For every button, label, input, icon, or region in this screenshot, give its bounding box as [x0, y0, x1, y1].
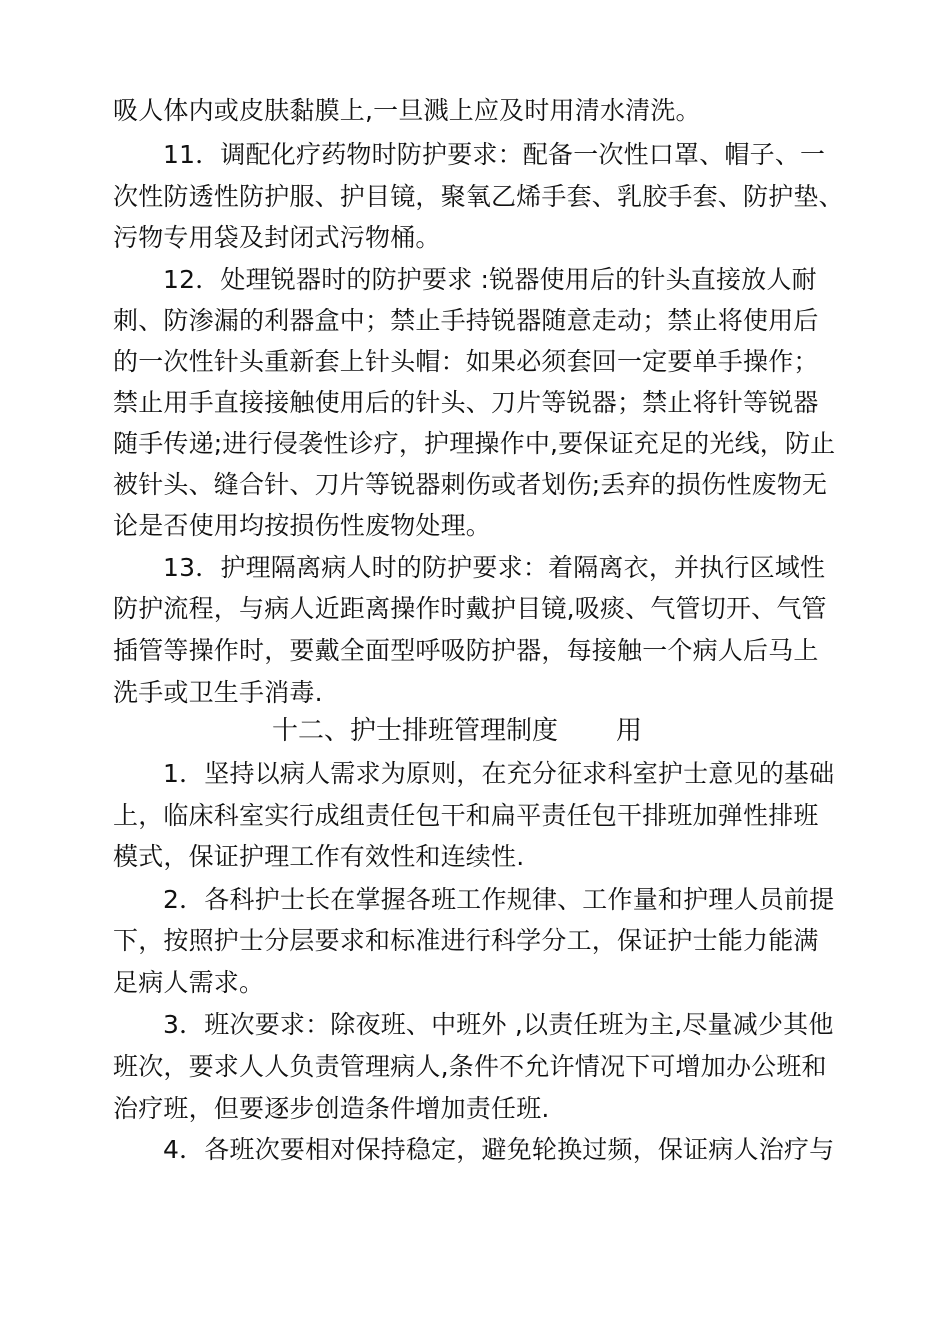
text-line: 禁止用手直接接触使用后的针头、刀片等锐器；禁止将针等锐器: [113, 388, 819, 417]
paragraph-11-start: 11．调配化疗药物时防护要求：配备一次性口罩、帽子、一: [163, 140, 826, 169]
text-line: 污物专用袋及封闭式污物桶。: [113, 223, 441, 252]
paragraph-2-start: 2．各科护士长在掌握各班工作规律、工作量和护理人员前提: [163, 885, 835, 914]
text-line: 洗手或卫生手消毒.: [113, 678, 323, 707]
text-line: 随手传递;进行侵袭性诊疗，护理操作中,要保证充足的光线，防止: [113, 429, 836, 458]
text-line: 次性防透性防护服、护目镜，聚氧乙烯手套、乳胶手套、防护垫、: [113, 182, 844, 211]
text-line: 足病人需求。: [113, 968, 265, 997]
section-heading-title: 十二、护士排班管理制度: [272, 716, 559, 746]
text-line: 模式，保证护理工作有效性和连续性.: [113, 842, 525, 871]
text-line: 吸人体内或皮肤黏膜上,一旦溅上应及时用清水清洗。: [113, 96, 701, 125]
text-line: 下，按照护士分层要求和标准进行科学分工，保证护士能力能满: [113, 926, 819, 955]
text-line: 被针头、缝合针、刀片等锐器刺伤或者划伤;丢弃的损伤性废物无: [113, 470, 828, 499]
text-line: 的一次性针头重新套上针头帽：如果必须套回一定要单手操作；: [113, 347, 819, 376]
paragraph-3-start: 3．班次要求：除夜班、中班外 ,以责任班为主,尽量减少其他: [163, 1010, 834, 1039]
paragraph-13-start: 13．护理隔离病人时的防护要求：着隔离衣，并执行区域性: [163, 553, 826, 582]
text-line: 刺、防渗漏的利器盒中；禁止手持锐器随意走动；禁止将使用后: [113, 306, 819, 335]
section-heading: [272, 714, 642, 748]
text-line: 治疗班，但要逐步创造条件增加责任班.: [113, 1094, 550, 1123]
paragraph-1-start: 1．坚持以病人需求为原则，在充分征求科室护士意见的基础: [163, 759, 835, 788]
paragraph-4-start: 4．各班次要相对保持稳定，避免轮换过频，保证病人治疗与: [163, 1135, 835, 1164]
section-heading-extra: 用: [616, 716, 643, 746]
text-line: 论是否使用均按损伤性废物处理。: [113, 511, 492, 540]
text-line: 上，临床科室实行成组责任包干和扁平责任包干排班加弹性排班: [113, 801, 819, 830]
paragraph-12-start: 12．处理锐器时的防护要求 :锐器使用后的针头直接放人耐: [163, 265, 817, 294]
text-line: 班次，要求人人负责管理病人,条件不允许情况下可增加办公班和: [113, 1052, 827, 1081]
text-line: 防护流程，与病人近距离操作时戴护目镜,吸痰、气管切开、气管: [113, 594, 827, 623]
text-line: 插管等操作时，要戴全面型呼吸防护器，每接触一个病人后马上: [113, 636, 819, 665]
